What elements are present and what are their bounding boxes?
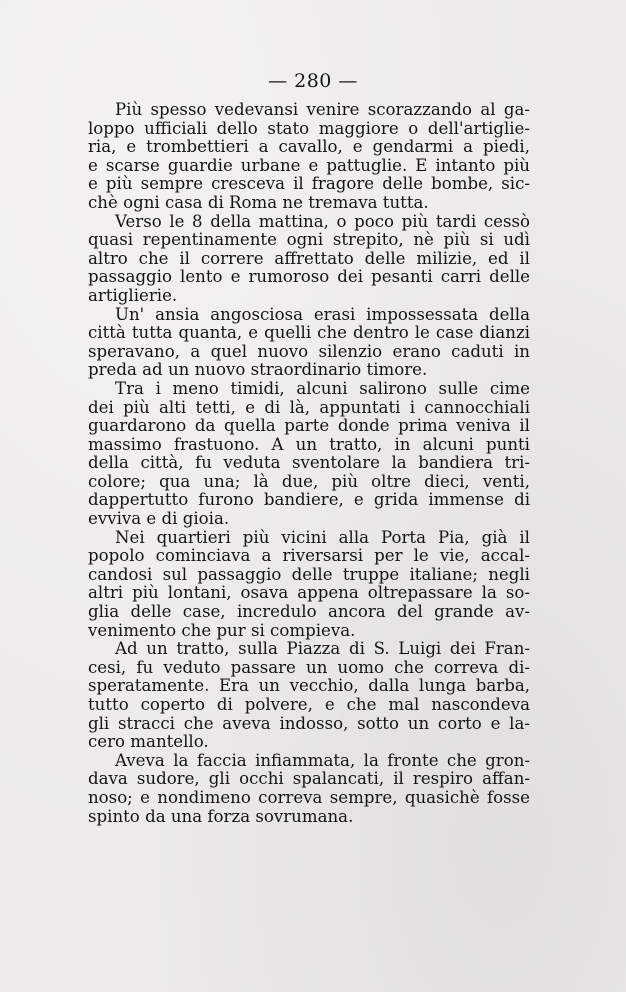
text-line: dappertutto furono bandiere, e grida immense di [88, 490, 530, 510]
text-line: altri più lontani, osava appena oltrepassare la so- [88, 583, 530, 603]
text-line: loppo ufficiali dello stato maggiore o dell'artiglie- [88, 118, 530, 138]
text-line: Ad un tratto, sulla Piazza di S. Luigi dei Fran- [115, 639, 530, 659]
text-line: artiglierie. [88, 285, 178, 305]
text-line: guardarono da quella parte donde prima veniva il [88, 416, 530, 436]
text-line: altro che il correre affrettato delle milizie, ed il [88, 248, 530, 268]
text-line: città tutta quanta, e quelli che dentro le case dianzi [88, 323, 530, 343]
paragraph [88, 380, 530, 529]
paragraph [88, 306, 530, 380]
text-line: noso; e nondimeno correva sempre, quasichè fosse [88, 787, 530, 807]
text-line: speratamente. Era un vecchio, dalla lunga barba, [88, 676, 530, 696]
paragraph [88, 101, 530, 213]
text-line: Aveva la faccia infiammata, la fronte che gron- [115, 750, 530, 770]
text-line: massimo frastuono. A un tratto, in alcuni punti [88, 434, 530, 454]
paragraph [88, 213, 530, 306]
text-line: e scarse guardie urbane e pattuglie. E intanto più [88, 155, 530, 175]
text-line: Nei quartieri più vicini alla Porta Pia, già il [115, 527, 530, 547]
text-line: Tra i meno timidi, alcuni salirono sulle cime [115, 378, 530, 398]
text-line: chè ogni casa di Roma ne tremava tutta. [88, 192, 429, 212]
paragraph [88, 640, 530, 752]
page-number: — 280 — [268, 70, 358, 92]
text-line: dei più alti tetti, e di là, appuntati i cannocchiali [88, 397, 530, 417]
text-line: Più spesso vedevansi venire scorazzando al ga- [115, 100, 530, 119]
text-line: passaggio lento e rumoroso dei pesanti carri delle [88, 267, 530, 287]
text-line: preda ad un nuovo straordinario timore. [88, 360, 428, 380]
text-line: venimento che pur si compieva. [88, 620, 356, 640]
text-line: quasi repentinamente ogni strepito, nè più si udì [88, 230, 530, 250]
text-line: e più sempre cresceva il fragore delle bombe, sic- [88, 174, 530, 194]
text-line: cero mantello. [88, 732, 209, 752]
text-line: candosi sul passaggio delle truppe italiane; negli [88, 564, 530, 584]
text-line: glia delle case, incredulo ancora del grande av- [88, 602, 530, 622]
text-line: cesi, fu veduto passare un uomo che correva di- [88, 657, 530, 677]
text-line: della città, fu veduta sventolare la bandiera tri- [88, 453, 530, 473]
text-line: evviva e di gioia. [88, 509, 230, 529]
paragraph [88, 529, 530, 641]
body-text [88, 101, 530, 826]
text-line: tutto coperto di polvere, e che mal nascondeva [88, 695, 530, 714]
text-line: Verso le 8 della mattina, o poco più tardi cessò [115, 211, 530, 231]
text-line: ria, e trombettieri a cavallo, e gendarmi a piedi, [88, 137, 530, 157]
text-line: gli stracci che aveva indosso, sotto un corto e la- [88, 713, 530, 733]
text-line: speravano, a quel nuovo silenzio erano caduti in [88, 341, 530, 361]
paragraph [88, 752, 530, 826]
text-line: dava sudore, gli occhi spalancati, il respiro affan- [88, 769, 530, 789]
text-line: Un' ansia angosciosa erasi impossessata della [115, 304, 530, 324]
text-line: colore; qua una; là due, più oltre dieci, venti, [88, 471, 530, 491]
text-line: popolo cominciava a riversarsi per le vie, accal- [88, 546, 530, 566]
text-line: spinto da una forza sovrumana. [88, 806, 354, 826]
